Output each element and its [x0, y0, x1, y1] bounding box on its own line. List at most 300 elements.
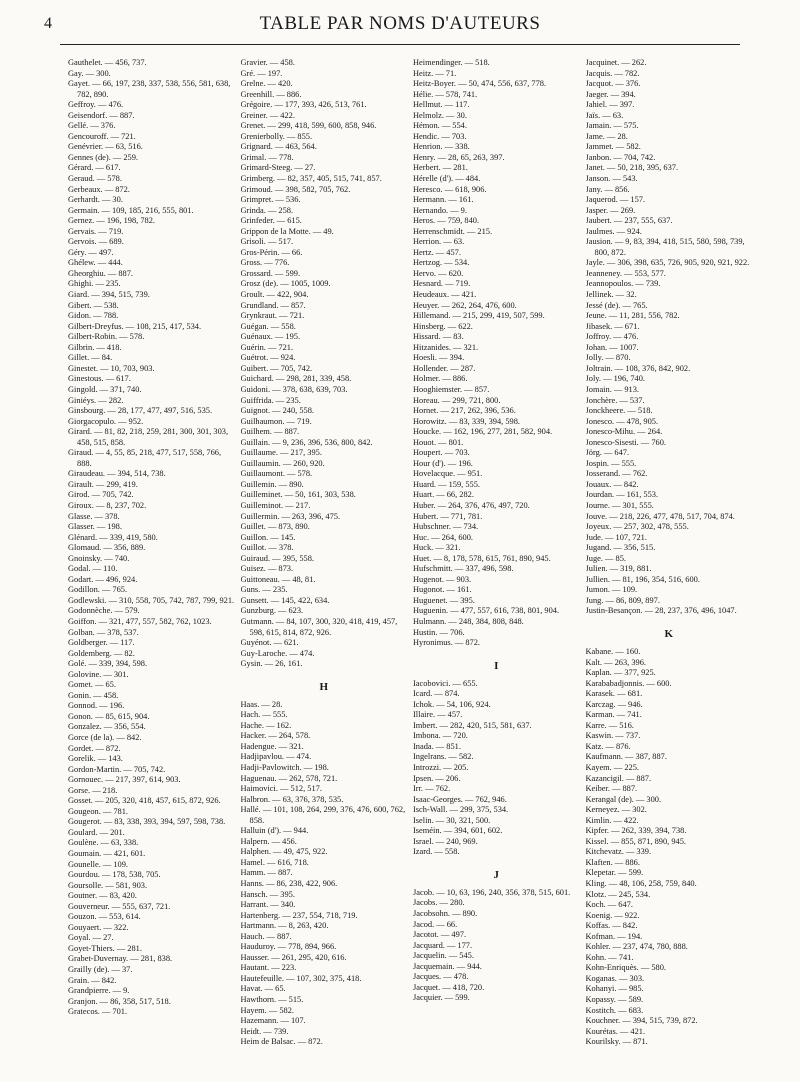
author-entry: Goiffon. — 321, 477, 557, 582, 762, 1023.: [68, 616, 212, 626]
author-entry: Hugenot. — 903.: [413, 574, 472, 584]
author-entry: Jacquemain. — 944.: [413, 961, 482, 971]
author-entry: Kohler. — 237, 474, 780, 888.: [585, 942, 688, 952]
author-entry: Golé. — 339, 394, 598.: [68, 659, 148, 669]
author-entry: Gerhardt. — 30.: [68, 195, 123, 205]
author-entry: Hubschner. — 734.: [413, 522, 479, 532]
author-entry: Jacod. — 66.: [413, 919, 458, 929]
author-entry: Guy-Laroche. — 474.: [240, 648, 315, 658]
author-entry: Israel. — 240, 969.: [413, 836, 478, 846]
author-entry: Huck. — 321.: [413, 543, 461, 553]
author-entry: Holmer. — 886.: [413, 374, 468, 384]
author-entry: Introzzi. — 205.: [413, 763, 469, 772]
author-entry: Giraud. — 4, 55, 85, 218, 477, 517, 558, 766, 888.: [68, 448, 222, 468]
section-letter: J: [493, 868, 499, 881]
author-entry: Jolly. — 870.: [585, 353, 631, 363]
author-entry: Havat. — 65.: [240, 984, 286, 994]
author-entry: Jaïs. — 63.: [585, 110, 624, 120]
author-entry: Journe. — 301, 555.: [585, 500, 654, 510]
author-entry: Guidoni. — 378, 638, 639, 703.: [240, 384, 348, 394]
author-entry: Kopassy. — 589.: [585, 995, 644, 1005]
author-entry: Goldberger. — 117.: [68, 638, 135, 648]
author-entry: Kohanyi. — 985.: [585, 984, 644, 994]
author-entry: Jahiel. — 397.: [585, 100, 635, 110]
author-entry: Ingelrans. — 582.: [413, 752, 474, 762]
author-entry: Gorse. — 218.: [68, 785, 118, 795]
author-entry: Guillaumin. — 260, 920.: [240, 458, 325, 468]
author-entry: Grimard-Steeg. — 27.: [240, 163, 316, 173]
author-entry: Hertzog. — 534.: [413, 258, 470, 268]
author-entry: Gingold. — 371, 740.: [68, 384, 142, 394]
author-entry: Kouchner. — 394, 515, 739, 872.: [585, 1016, 698, 1026]
author-entry: Grandpierre. — 9.: [68, 986, 130, 996]
author-entry: Jellinek. — 32.: [585, 290, 637, 300]
author-entry: Hadji-Pavlowitch. — 198.: [240, 763, 329, 772]
author-entry: Glasse. — 378.: [68, 511, 120, 521]
author-entry: Guillain. — 9, 236, 396, 536, 800, 842.: [240, 437, 373, 447]
author-entry: Illaire. — 457.: [413, 710, 463, 720]
author-entry: Herrion. — 63.: [413, 237, 465, 247]
author-entry: Granjon. — 86, 358, 517, 518.: [68, 996, 171, 1006]
author-entry: Grain. — 842.: [68, 975, 117, 985]
author-entry: Koffas. — 842.: [585, 921, 638, 931]
author-entry: Hadjipavlou. — 474.: [240, 752, 312, 762]
author-entry: Guns. — 235.: [240, 585, 288, 595]
author-entry: Hayem. — 582.: [240, 1005, 294, 1015]
author-entry: Ginestous. — 617.: [68, 374, 131, 384]
author-entry: Jacquard. — 177.: [413, 940, 473, 950]
author-entry: Huguenet. — 395.: [413, 595, 475, 605]
author-entry: Jaquerod. — 157.: [585, 195, 646, 205]
author-entry: Gibert. — 538.: [68, 300, 119, 310]
author-entry: Hache. — 162.: [240, 720, 292, 730]
author-entry: Huber. — 264, 376, 476, 497, 720.: [413, 500, 530, 510]
author-entry: Giniéys. — 282.: [68, 395, 124, 405]
author-entry: Jomain. — 913.: [585, 384, 640, 394]
index-column-1: [68, 58, 241, 1078]
author-entry: Geraud. — 578.: [68, 174, 122, 184]
author-entry: Hanns. — 86, 238, 422, 906.: [240, 879, 338, 889]
author-entry: Guignot. — 240, 558.: [240, 406, 315, 416]
author-entry: Kitchevatz. — 339.: [585, 847, 652, 857]
author-entry: Hadengue. — 321.: [240, 741, 304, 751]
author-entry: Kerangal (de). — 300.: [585, 794, 662, 804]
author-entry: Germain. — 109, 185, 216, 555, 801.: [68, 205, 194, 215]
author-entry: Godart. — 496, 924.: [68, 574, 138, 584]
author-entry: Grignard. — 463, 564.: [240, 142, 317, 152]
author-entry: Herrenschmidt. — 215.: [413, 226, 493, 236]
author-entry: Imbert. — 282, 420, 515, 581, 637.: [413, 720, 532, 730]
author-entry: Ipsen. — 206.: [413, 773, 461, 783]
author-entry: Iacobovici. — 655.: [413, 678, 478, 688]
author-entry: Jourdan. — 161, 553.: [585, 490, 659, 500]
author-entry: Kohn. — 741.: [585, 952, 634, 962]
author-entry: Halbron. — 63, 376, 378, 535.: [240, 794, 344, 804]
author-entry: Gravier. — 458.: [240, 58, 295, 67]
author-entry: Grimal. — 778.: [240, 152, 294, 162]
author-entry: Gouyaert. — 322.: [68, 922, 129, 932]
author-entry: Grabet-Duvernay. — 281, 838.: [68, 954, 173, 964]
author-entry: Godonnèche. — 579.: [68, 606, 140, 616]
author-entry: Guillemin. — 890.: [240, 479, 304, 489]
author-entry: Koganas. — 303.: [585, 973, 645, 983]
author-entry: Hamm. — 887.: [240, 868, 293, 878]
author-entry: Grossard. — 599.: [240, 268, 301, 278]
author-entry: Gordon-Martin. — 705, 742.: [68, 764, 166, 774]
author-entry: Huguenin. — 477, 557, 616, 738, 801, 904.: [413, 606, 560, 616]
author-entry: Gheorghiu. — 887.: [68, 268, 133, 278]
author-entry: Jacotot. — 497.: [413, 930, 467, 940]
author-entry: Hach. — 555.: [240, 710, 288, 720]
author-entry: Gros-Périn. — 66.: [240, 247, 303, 257]
author-entry: Gutmann. — 84, 107, 300, 320, 418, 419, 457, 598, 615, 814, 872, 926.: [240, 616, 398, 637]
author-entry: Hausser. — 261, 295, 420, 616.: [240, 952, 347, 962]
author-entry: Guiffrida. — 235.: [240, 395, 301, 405]
author-entry: Jaeger. — 394.: [585, 89, 636, 99]
author-entry: Giroux. — 8, 237, 702.: [68, 500, 147, 510]
author-entry: Genévrier. — 63, 516.: [68, 142, 143, 152]
author-entry: Guibert. — 705, 742.: [240, 363, 313, 373]
author-entry: Gomet. — 65.: [68, 680, 116, 690]
author-entry: Jayle. — 306, 398, 635, 726, 905, 920, 921, 922.: [585, 258, 750, 268]
author-entry: Klotz. — 245, 534.: [585, 889, 651, 899]
author-entry: Gonin. — 458.: [68, 690, 119, 700]
author-entry: Girard. — 81, 82, 218, 259, 281, 300, 301, 303, 458, 515, 858.: [68, 427, 229, 447]
author-entry: Jacquinet. — 262.: [585, 58, 647, 67]
author-entry: Grelne. — 420.: [240, 79, 293, 89]
author-entry: Karre. — 516.: [585, 720, 634, 730]
author-entry: Karasek. — 681.: [585, 689, 643, 699]
author-entry: Hooghiemster. — 857.: [413, 384, 490, 394]
page-number: 4: [44, 15, 52, 32]
author-entry: Kourétas. — 421.: [585, 1026, 646, 1036]
author-entry: Jude. — 107, 721.: [585, 532, 647, 542]
author-entry: Huard. — 159, 555.: [413, 479, 480, 489]
author-entry: Jung. — 86, 809, 897.: [585, 595, 660, 605]
author-entry: Karababadjonnis. — 600.: [585, 678, 672, 688]
author-entry: Gosset. — 205, 320, 418, 457, 615, 872, 926.: [68, 796, 221, 806]
author-entry: Grynkraut. — 721.: [240, 311, 305, 321]
index-columns: [68, 58, 758, 1078]
author-entry: Jonesco-Sisesti. — 760.: [585, 437, 666, 447]
author-entry: Godal. — 110.: [68, 564, 118, 574]
author-entry: Huc. — 264, 600.: [413, 532, 474, 542]
author-entry: Gidon. — 788.: [68, 311, 119, 321]
author-entry: Gouzon. — 553, 614.: [68, 912, 141, 922]
author-entry: Gouverneur. — 555, 637, 721.: [68, 901, 171, 911]
author-entry: Heitz-Boyer. — 50, 474, 556, 637, 778.: [413, 79, 547, 89]
author-entry: Kling. — 48, 106, 258, 759, 840.: [585, 879, 697, 889]
author-entry: Guénaux. — 195.: [240, 332, 301, 342]
author-entry: Hernando. — 9.: [413, 205, 467, 215]
author-entry: Irr. — 762.: [413, 784, 451, 794]
author-entry: Guyénot. — 621.: [240, 638, 299, 648]
author-entry: Géry. — 497.: [68, 247, 114, 257]
author-entry: Imbona. — 720.: [413, 731, 468, 741]
author-entry: Grimoud. — 398, 582, 705, 762.: [240, 184, 351, 194]
author-entry: Jullien. — 81, 196, 354, 516, 600.: [585, 574, 700, 584]
author-entry: Hollender. — 287.: [413, 363, 476, 373]
author-entry: Grimberg. — 82, 357, 405, 515, 741, 857.: [240, 174, 382, 184]
author-entry: Greiner. — 422.: [240, 110, 295, 120]
author-entry: Hansch. — 395.: [240, 889, 295, 899]
author-entry: Kipfer. — 262, 339, 394, 738.: [585, 826, 687, 836]
author-entry: Hautefeuille. — 107, 302, 375, 418.: [240, 973, 362, 983]
author-entry: Giraudeau. — 394, 514, 738.: [68, 469, 166, 479]
author-entry: Jaulmes. — 924.: [585, 226, 642, 236]
author-entry: Hamel. — 616, 718.: [240, 857, 309, 867]
author-entry: Gernez. — 196, 198, 782.: [68, 216, 155, 226]
author-entry: Glomaud. — 356, 889.: [68, 543, 146, 553]
author-entry: Herbert. — 281.: [413, 163, 468, 173]
author-entry: Jonesco. — 478, 905.: [585, 416, 659, 426]
author-entry: Hufschmitt. — 337, 496, 598.: [413, 564, 514, 574]
author-entry: Grisoli. — 517.: [240, 237, 294, 247]
author-entry: Goulène. — 63, 338.: [68, 838, 139, 848]
author-entry: Golban. — 378, 537.: [68, 627, 139, 637]
author-entry: Janet. — 50, 218, 395, 637.: [585, 163, 679, 173]
author-entry: Jaubert. — 237, 555, 637.: [585, 216, 673, 226]
page-title: TABLE PAR NOMS D'AUTEURS: [259, 13, 541, 34]
author-entry: Guillon. — 145.: [240, 532, 296, 542]
author-entry: Gorelik. — 143.: [68, 754, 123, 764]
author-entry: Harrant. — 340.: [240, 900, 296, 910]
author-entry: Jeanneney. — 553, 577.: [585, 268, 666, 278]
author-entry: Girault. — 299, 419.: [68, 479, 138, 489]
author-entry: Janbon. — 704, 742.: [585, 152, 656, 162]
author-entry: Guillermin. — 263, 396, 475.: [240, 511, 341, 521]
author-entry: Grimpret. — 536.: [240, 195, 301, 205]
author-entry: Hacker. — 264, 578.: [240, 731, 311, 741]
author-entry: Hérelle (d'). — 484.: [413, 174, 481, 184]
author-entry: Hélie. — 578, 741.: [413, 89, 478, 99]
author-entry: Jacquier. — 599.: [413, 993, 470, 1003]
author-entry: Koenig. — 922.: [585, 910, 640, 920]
author-entry: Ginestet. — 10, 703, 903.: [68, 363, 155, 373]
author-entry: Heimendinger. — 518.: [413, 58, 490, 67]
author-entry: Jugand. — 356, 515.: [585, 543, 656, 553]
author-entry: Houot. — 801.: [413, 437, 464, 447]
author-entry: Guilleminot. — 217.: [240, 500, 311, 510]
author-entry: Kayem. — 225.: [585, 763, 639, 772]
author-entry: Gysin. — 26, 161.: [240, 659, 303, 669]
author-entry: Kerneyez. — 302.: [585, 805, 647, 815]
author-entry: Jacques. — 478.: [413, 972, 469, 982]
author-entry: Gennes (de). — 259.: [68, 152, 139, 162]
author-entry: Haas. — 28.: [240, 699, 283, 709]
author-entry: Kostitch. — 683.: [585, 1005, 644, 1015]
author-entry: Henrion. — 338.: [413, 142, 470, 152]
author-entry: Hovelacque. — 951.: [413, 469, 483, 479]
author-entry: Hinsberg. — 622.: [413, 321, 473, 331]
author-entry: Gré. — 197.: [240, 68, 283, 78]
author-entry: Jacobs. — 280.: [413, 898, 465, 908]
author-entry: Kaufmann. — 387, 887.: [585, 752, 667, 762]
author-entry: Jibasek. — 671.: [585, 321, 640, 331]
author-entry: Kofman. — 194.: [585, 931, 643, 941]
author-entry: Houpert. — 703.: [413, 448, 470, 458]
author-entry: Grippon de la Motte. — 49.: [240, 226, 334, 236]
author-entry: Hazemann. — 107.: [240, 1016, 306, 1026]
index-column-3: [413, 58, 586, 1078]
author-entry: Gornouec. — 217, 397, 614, 903.: [68, 775, 181, 785]
author-entry: Hustin. — 706.: [413, 627, 465, 637]
author-entry: Karman. — 741.: [585, 710, 642, 720]
section-letter: H: [319, 680, 329, 693]
author-entry: Heitz. — 71.: [413, 68, 457, 78]
author-entry: Goutner. — 83, 420.: [68, 891, 137, 901]
author-entry: Grenet. — 299, 418, 599, 600, 858, 946.: [240, 121, 377, 131]
author-entry: Hyronimus. — 872.: [413, 638, 480, 648]
author-entry: Guilhem. — 887.: [240, 427, 300, 437]
author-entry: Huart. — 66, 282.: [413, 490, 474, 500]
author-entry: Hallé. — 101, 108, 264, 299, 376, 476, 600, 762, 858.: [240, 805, 406, 825]
author-entry: Jonchère. — 537.: [585, 395, 645, 405]
author-entry: Helmolz. — 30.: [413, 110, 467, 120]
author-entry: Hervo. — 620.: [413, 268, 464, 278]
author-entry: Guittoneau. — 48, 81.: [240, 574, 316, 584]
author-entry: Hauduroy. — 778, 894, 966.: [240, 942, 337, 952]
author-entry: Jonckheere. — 518.: [585, 406, 653, 416]
author-entry: Gayet. — 66, 197, 238, 337, 538, 556, 581, 638, 782, 890.: [68, 79, 231, 99]
author-entry: Halpern. — 456.: [240, 836, 297, 846]
author-entry: Jörg. — 647.: [585, 448, 630, 458]
author-entry: Guérin. — 721.: [240, 342, 294, 352]
author-entry: Goursolle. — 581, 903.: [68, 880, 148, 890]
author-entry: Joffroy. — 476.: [585, 332, 639, 342]
author-entry: Heros. — 759, 840.: [413, 216, 480, 226]
author-entry: Greenhill. — 886.: [240, 89, 302, 99]
author-entry: Horowitz. — 83, 339, 394, 598.: [413, 416, 521, 426]
author-entry: Julien. — 319, 881.: [585, 564, 652, 574]
author-entry: Guillot. — 378.: [240, 543, 294, 553]
author-entry: Henry. — 28, 65, 263, 397.: [413, 152, 505, 162]
author-entry: Jacobsohn. — 890.: [413, 909, 478, 919]
author-entry: Jacquot. — 376.: [585, 79, 641, 89]
author-entry: Jospin. — 555.: [585, 458, 637, 468]
author-entry: Gerbeaux. — 872.: [68, 184, 130, 194]
author-entry: Gervais. — 719.: [68, 226, 124, 236]
author-entry: Jammet. — 582.: [585, 142, 641, 152]
author-entry: Gonzalez. — 356, 554.: [68, 722, 146, 732]
author-entry: Hissard. — 83.: [413, 332, 464, 342]
author-entry: Guillaumont. — 578.: [240, 469, 313, 479]
author-entry: Hertz. — 457.: [413, 247, 461, 257]
author-entry: Jeannopoulos. — 739.: [585, 279, 661, 289]
author-entry: Joyeux. — 257, 302, 478, 555.: [585, 522, 689, 532]
author-entry: Ghélew. — 444.: [68, 258, 123, 268]
author-entry: Hémon. — 554.: [413, 121, 467, 131]
index-column-2: [241, 58, 414, 1078]
author-entry: Jacob. — 10, 63, 196, 240, 356, 378, 515, 601.: [413, 887, 571, 897]
author-entry: Hoesli. — 394.: [413, 353, 465, 363]
section-letter: K: [664, 627, 674, 640]
author-entry: Ginsbourg. — 28, 177, 477, 497, 516, 535.: [68, 406, 213, 416]
author-entry: Kissel. — 855, 871, 890, 945.: [585, 836, 686, 846]
author-entry: Jausion. — 9, 83, 394, 418, 515, 580, 598, 739, 800, 872.: [585, 237, 745, 257]
author-entry: Gilbrin. — 418.: [68, 342, 122, 352]
author-entry: Hour (d'). — 196.: [413, 458, 473, 468]
author-entry: Hartmann. — 8, 263, 420.: [240, 921, 329, 931]
author-entry: Grosz (de). — 1005, 1009.: [240, 279, 331, 289]
author-entry: Gérard. — 617.: [68, 163, 121, 173]
author-entry: Hulmann. — 248, 384, 808, 848.: [413, 616, 524, 626]
author-entry: Hartenberg. — 237, 554, 718, 719.: [240, 910, 358, 920]
author-entry: Hautant. — 223.: [240, 963, 297, 973]
author-entry: Haguenau. — 262, 578, 721.: [240, 773, 338, 783]
author-entry: Gencouroff. — 721.: [68, 131, 136, 141]
author-entry: Kaswin. — 737.: [585, 731, 641, 741]
author-entry: Gunsett. — 145, 422, 634.: [240, 595, 330, 605]
author-entry: Hugonot. — 161.: [413, 585, 472, 595]
author-entry: Guilleminet. — 50, 161, 303, 538.: [240, 490, 356, 500]
author-entry: Hornet. — 217, 262, 396, 536.: [413, 406, 516, 416]
author-entry: Gorce (de la). — 842.: [68, 733, 142, 742]
author-entry: Glénard. — 339, 419, 580.: [68, 532, 158, 542]
author-entry: Gillet. — 84.: [68, 353, 113, 363]
author-entry: Iseméin. — 394, 601, 602.: [413, 826, 503, 836]
header-rule: [60, 44, 740, 45]
author-entry: Jacquet. — 418, 720.: [413, 982, 485, 992]
author-entry: Gervois. — 689.: [68, 237, 124, 247]
author-entry: Jessé (de). — 765.: [585, 300, 648, 310]
author-entry: Grenierbolly. — 855.: [240, 131, 313, 141]
author-entry: Girod. — 705, 742.: [68, 490, 134, 500]
author-entry: Klaften. — 886.: [585, 857, 640, 867]
author-entry: Ichok. — 54, 106, 924.: [413, 699, 491, 709]
author-entry: Glasser. — 198.: [68, 522, 122, 532]
author-entry: Gonnod. — 196.: [68, 701, 125, 711]
author-entry: Kaplan. — 377, 925.: [585, 668, 656, 678]
author-entry: Jeune. — 11, 281, 556, 782.: [585, 311, 680, 321]
author-entry: Guillet. — 873, 890.: [240, 522, 310, 532]
author-entry: Giorgacopulo. — 952.: [68, 416, 144, 426]
author-entry: Gross. — 776.: [240, 258, 290, 268]
author-entry: Koch. — 647.: [585, 900, 633, 910]
author-entry: Katz. — 876.: [585, 741, 631, 751]
author-entry: Guisez. — 873.: [240, 564, 294, 574]
author-entry: Geffroy. — 476.: [68, 100, 124, 110]
author-entry: Jany. — 856.: [585, 184, 630, 194]
author-entry: Grundland. — 857.: [240, 300, 306, 310]
index-column-4: [586, 58, 759, 1078]
author-entry: Kalt. — 263, 396.: [585, 657, 646, 667]
author-entry: Haimovici. — 512, 517.: [240, 784, 322, 794]
author-entry: Hesnard. — 719.: [413, 279, 471, 289]
author-entry: Goldemberg. — 82.: [68, 648, 135, 658]
author-entry: Godillon. — 765.: [68, 585, 128, 595]
author-entry: Kabane. — 160.: [585, 646, 641, 656]
author-entry: Kohn-Enriquès. — 580.: [585, 963, 666, 973]
author-entry: Jasper. — 269.: [585, 205, 636, 215]
author-entry: Jame. — 28.: [585, 131, 628, 141]
author-entry: Hendic. — 703.: [413, 131, 467, 141]
author-entry: Karczag. — 946.: [585, 699, 643, 709]
author-entry: Grinfeder. — 615.: [240, 216, 302, 226]
author-entry: Goulard. — 201.: [68, 827, 125, 837]
author-entry: Geisendorf. — 887.: [68, 110, 135, 120]
author-entry: Gay. — 300.: [68, 68, 111, 78]
author-entry: Jacquelin. — 545.: [413, 951, 474, 961]
page-header: [0, 0, 800, 40]
author-entry: Inada. — 851.: [413, 741, 461, 751]
author-entry: Gauthelet. — 456, 737.: [68, 58, 147, 67]
author-entry: Huet. — 8, 178, 578, 615, 761, 890, 945.: [413, 553, 551, 563]
author-entry: Jouve. — 218, 226, 477, 478, 517, 704, 874.: [585, 511, 735, 521]
author-entry: Gourdou. — 178, 538, 705.: [68, 870, 161, 880]
author-entry: Guiraud. — 395, 558.: [240, 553, 315, 563]
author-entry: Johan. — 1007.: [585, 342, 639, 352]
author-entry: Halluin (d'). — 944.: [240, 826, 309, 836]
